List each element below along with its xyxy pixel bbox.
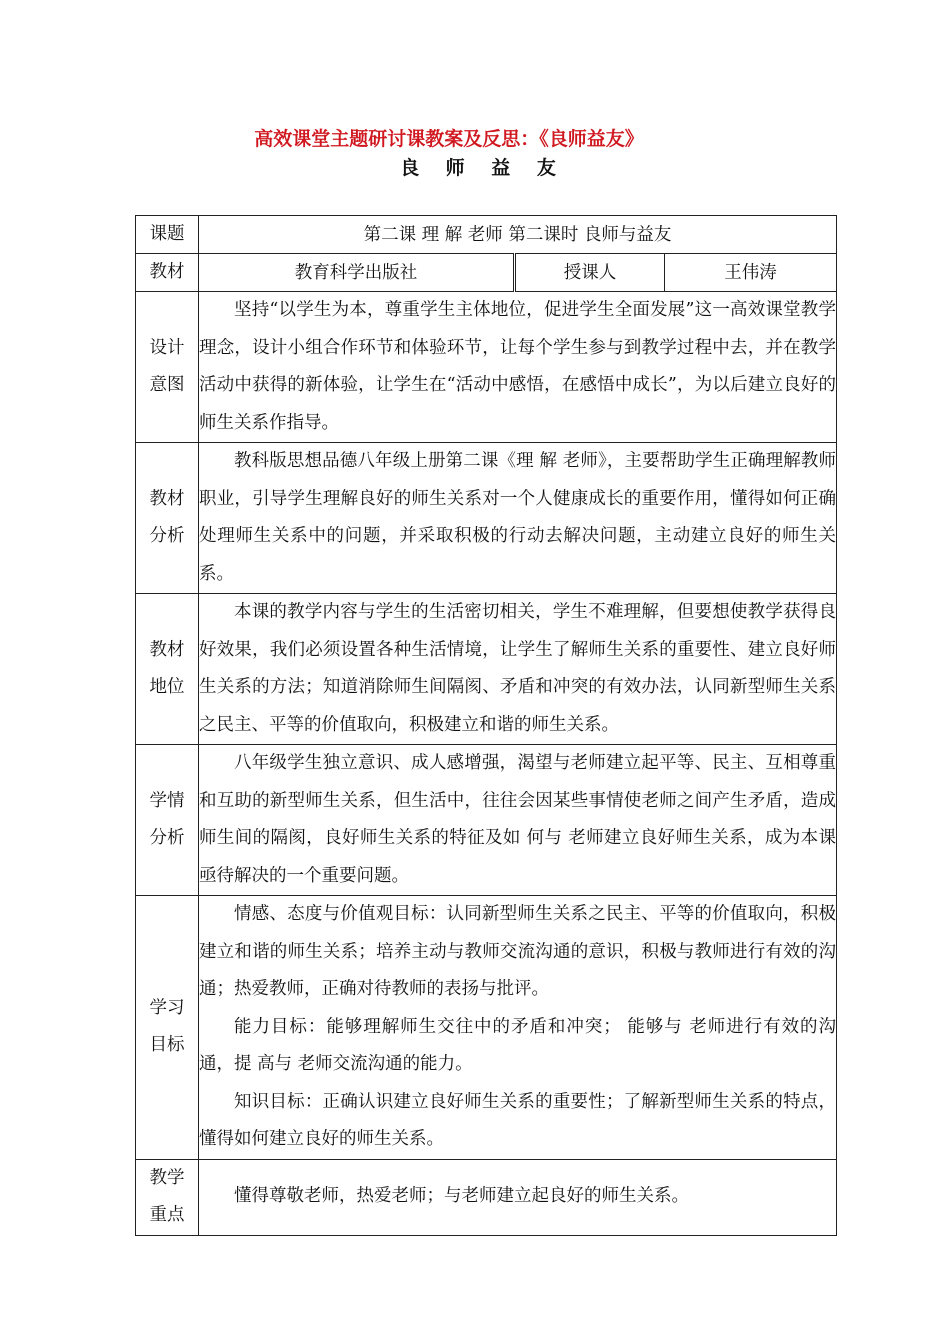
design-intent-text: 坚持“以学生为本，尊重学生主体地位，促进学生全面发展”这一高效课堂教学理念，设计小组合作环节和体验环节，让每个学生参与到教学过程中去，并在教学活动中获得的新体验，让学生在“活动中感悟，在感悟中成长”，为以后建立良好的师生关系作指导。	[199, 300, 836, 433]
goal-emotion-text: 情感、态度与价值观目标：认同新型师生关系之民主、平等的价值取向，积极建立和谐的师生关系；培养主动与教师交流沟通的意识，积极与教师进行有效的沟通；热爱教师，正确对待教师的表扬与批评。	[199, 904, 836, 999]
learning-goals-label: 学习目标	[136, 896, 199, 1160]
material-position-text: 本课的教学内容与学生的生活密切相关，学生不难理解，但要想使教学获得良好效果，我们必须设置各种生活情境，让学生了解师生关系的重要性、建立良好师生关系的方法；知道消除师生间隔阂、矛盾和冲突的有效办法，认同新型师生关系之民主、平等的价值取向，积极建立和谐的师生关系。	[199, 602, 836, 735]
material-analysis-cell	[199, 443, 837, 594]
design-intent-cell	[199, 292, 837, 443]
student-analysis-cell	[199, 745, 837, 896]
material-position-label: 教材地位	[136, 594, 199, 745]
learning-goals-cell	[199, 896, 837, 1160]
topic-label: 课题	[136, 216, 199, 254]
design-intent-row	[136, 292, 837, 443]
teaching-focus-row	[136, 1159, 837, 1235]
teacher-value: 王伟涛	[665, 254, 837, 292]
goal-knowledge-text: 知识目标：正确认识建立良好师生关系的重要性；了解新型师生关系的特点，懂得如何建立良好的师生关系。	[199, 1091, 836, 1149]
learning-goals-row	[136, 896, 837, 1160]
material-analysis-row	[136, 443, 837, 594]
teaching-focus-text: 懂得尊敬老师，热爱老师；与老师建立起良好的师生关系。	[234, 1186, 689, 1207]
student-analysis-label: 学情分析	[136, 745, 199, 896]
material-position-row	[136, 594, 837, 745]
topic-row	[136, 216, 837, 254]
teaching-focus-label: 教学重点	[136, 1159, 199, 1235]
student-analysis-row	[136, 745, 837, 896]
goal-ability-text: 能力目标：能够理解师生交往中的矛盾和冲突； 能够与 老师进行有效的沟通，提 高与 老师交流沟通的能力。	[199, 1016, 836, 1074]
teacher-label: 授课人	[515, 254, 665, 292]
material-row	[136, 254, 837, 292]
student-analysis-text: 八年级学生独立意识、成人感增强，渴望与老师建立起平等、民主、互相尊重和互助的新型师生关系，但生活中，往往会因某些事情使老师之间产生矛盾，造成师生间的隔阂，良好师生关系的特征及如 何与 老师建立良好师生关系，成为本课亟待解决的一个重要问题。	[199, 753, 836, 886]
lesson-plan-table	[135, 215, 837, 1236]
teaching-focus-cell	[199, 1159, 837, 1235]
material-analysis-label: 教材分析	[136, 443, 199, 594]
topic-value: 第二课 理 解 老师 第二课时 良师与益友	[199, 216, 837, 254]
material-analysis-text: 教科版思想品德八年级上册第二课《理 解 老师》，主要帮助学生正确理解教师职业，引导学生理解良好的师生关系对一个人健康成长的重要作用，懂得如何正确处理师生关系中的问题，并采取积极的行动去解决问题，主动建立良好的师生关系。	[199, 451, 836, 584]
material-position-cell	[199, 594, 837, 745]
document-title	[0, 124, 950, 151]
design-intent-label: 设计意图	[136, 292, 199, 443]
lesson-subtitle: 良 师 益 友	[400, 157, 566, 179]
material-label: 教材	[136, 254, 199, 292]
document-title-text: 高效课堂主题研讨课教案及反思：《良师益友》	[254, 128, 644, 150]
material-value: 教育科学出版社	[199, 254, 515, 292]
